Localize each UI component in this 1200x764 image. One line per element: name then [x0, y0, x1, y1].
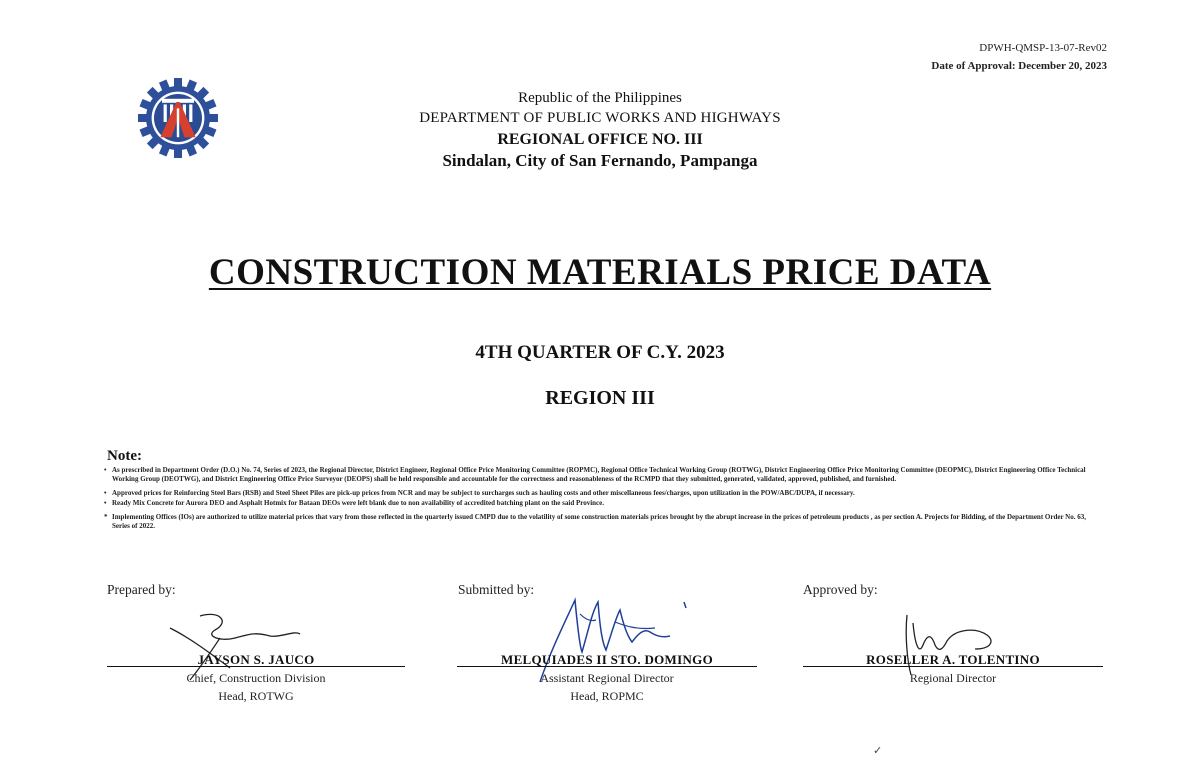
stray-mark: ✓ [873, 745, 883, 757]
prepared-by-label: Prepared by: [107, 582, 176, 597]
approval-date: Date of Approval: December 20, 2023 [931, 60, 1107, 72]
quarter-subtitle: 4TH QUARTER OF C.Y. 2023 [475, 342, 725, 363]
page-title: CONSTRUCTION MATERIALS PRICE DATA [208, 252, 992, 293]
bullet-icon: • [104, 499, 107, 507]
submitted-by-position: Assistant Regional Director [540, 671, 674, 685]
address-line: Sindalan, City of San Fernando, Pampanga [442, 151, 758, 170]
note-item: • As prescribed in Department Order (D.O.) No. 74, Series of 2023, the Regional Director, District Engineer, Regional Office Price Monitoring Committee (ROPMC), Regional Office Technical Working Group (ROTWG), District Engineering Office Price Monitoring Committee (DEOPMC), District Engineering Office Technical Working Group (DEOTWG), and District Engineering Office Price Surveyor (DEOPS) shall be held responsible and accountable for the correctness and reasonableness of the RCMPD that they submitted, generated, validated, approved, published, and furnished. [104, 466, 1086, 483]
note-heading: Note: [107, 448, 142, 464]
bullet-icon: • [104, 466, 107, 474]
submitted-by-label: Submitted by: [458, 582, 535, 597]
note-list [104, 466, 1098, 536]
note-item: * Implementing Offices (IOs) are authorized to utilize material prices that vary from those reflected in the quarterly issued CMPD due to the volatility of some construction materials prices brought by the abrupt increase in the prices of petroleum products , as per section A. Projects for Bidding, of the Department Order No. 63, Series of 2022. [104, 513, 1086, 530]
regional-office-line: REGIONAL OFFICE NO. III [497, 131, 703, 148]
bullet-icon: • [104, 489, 107, 497]
prepared-by-name: JAYSON S. JAUCO [197, 652, 315, 667]
dpwh-seal-icon [138, 78, 218, 158]
prepared-by-role: Head, ROTWG [218, 689, 294, 703]
prepared-by-position: Chief, Construction Division [186, 671, 326, 685]
document-code: DPWH-QMSP-13-07-Rev02 [979, 42, 1107, 54]
note-item: • Approved prices for Reinforcing Steel Bars (RSB) and Steel Sheet Piles are pick-up prices from NCR and may be subject to surcharges such as hauling costs and other miscellaneous fees/charges, upon utilization in the POW/ABC/DUPA, if necessary. [104, 489, 855, 497]
bullet-icon: * [104, 513, 108, 521]
submitted-by-name: MELQUIADES II STO. DOMINGO [501, 652, 713, 667]
department-line: DEPARTMENT OF PUBLIC WORKS AND HIGHWAYS [419, 110, 781, 126]
submitted-by-role: Head, ROPMC [570, 689, 644, 703]
note-item: • Ready Mix Concrete for Aurora DEO and Asphalt Hotmix for Bataan DEOs were left blank due to non availability of accredited batching plant on the said Province. [104, 499, 605, 507]
approved-by-position: Regional Director [909, 671, 997, 685]
region-subtitle: REGION III [545, 387, 655, 409]
approved-by-label: Approved by: [803, 582, 878, 597]
republic-line: Republic of the Philippines [518, 90, 682, 106]
approved-by-name: ROSELLER A. TOLENTINO [866, 652, 1040, 667]
